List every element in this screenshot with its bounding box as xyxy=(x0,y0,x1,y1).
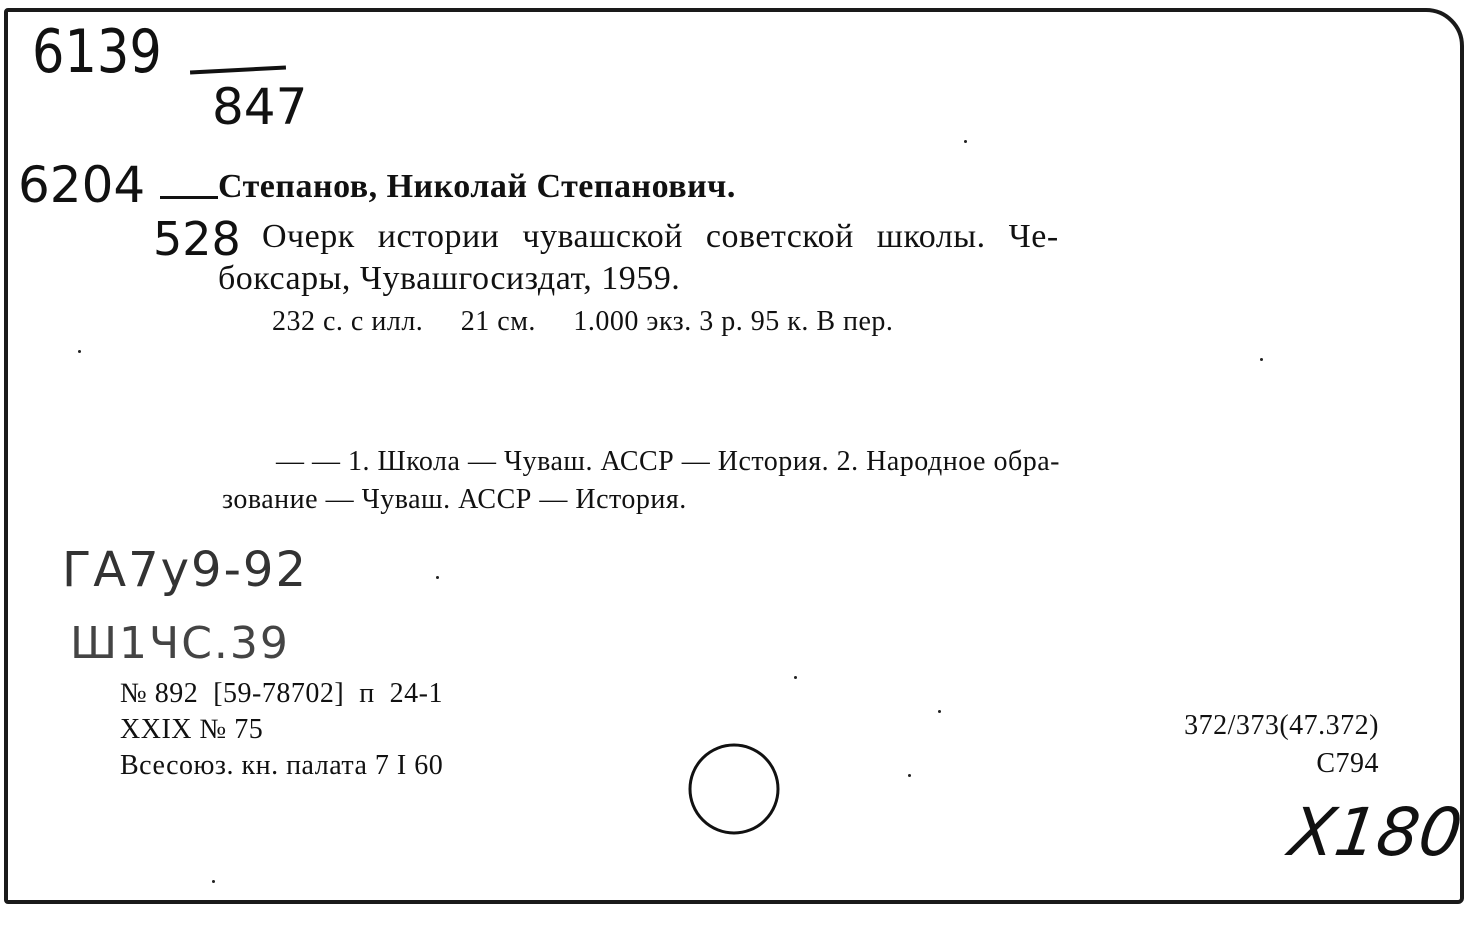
scan-speck xyxy=(78,350,81,353)
handwritten-number-author: 6204 xyxy=(18,156,146,214)
subject-headings-line-2: зование — Чуваш. АССР — История. xyxy=(222,484,687,515)
author-heading: Степанов, Николай Степанович. xyxy=(218,168,736,205)
author-mark: С794 xyxy=(1316,748,1379,779)
scan-speck xyxy=(1260,358,1263,361)
scan-speck xyxy=(908,774,911,777)
series-number: XXIX № 75 xyxy=(120,714,264,745)
record-number: № 892 [59-78702] п 24-1 xyxy=(120,678,443,709)
handwritten-number-top: 6139 xyxy=(32,17,162,87)
title-line-1: Очерк истории чувашской советской школы. Че- xyxy=(262,218,1059,255)
handwritten-number-sub: 847 xyxy=(212,78,308,136)
scan-speck xyxy=(436,576,439,579)
scan-speck xyxy=(964,140,967,143)
scan-speck xyxy=(938,710,941,713)
udc-code: 372/373(47.372) xyxy=(1184,710,1379,741)
subject-headings-line-1: — — 1. Школа — Чуваш. АССР — История. 2. Народное обра- xyxy=(276,446,1060,477)
classification-stamp-1: ГА7у9-92 xyxy=(62,542,308,598)
scan-speck xyxy=(794,676,797,679)
handwritten-number-title: 528 xyxy=(153,212,241,266)
classification-stamp-2: Ш1ЧС.39 xyxy=(70,618,290,669)
book-chamber: Всесоюз. кн. палата 7 I 60 xyxy=(120,750,444,781)
scan-speck xyxy=(212,880,215,883)
punch-hole xyxy=(684,740,784,840)
handwritten-shelf-mark: X180 xyxy=(1284,794,1467,871)
author-dash xyxy=(160,196,218,199)
physical-description: 232 с. с илл. 21 см. 1.000 экз. 3 р. 95 к. В пер. xyxy=(272,306,894,337)
title-line-2: боксары, Чувашгосиздат, 1959. xyxy=(218,260,681,297)
